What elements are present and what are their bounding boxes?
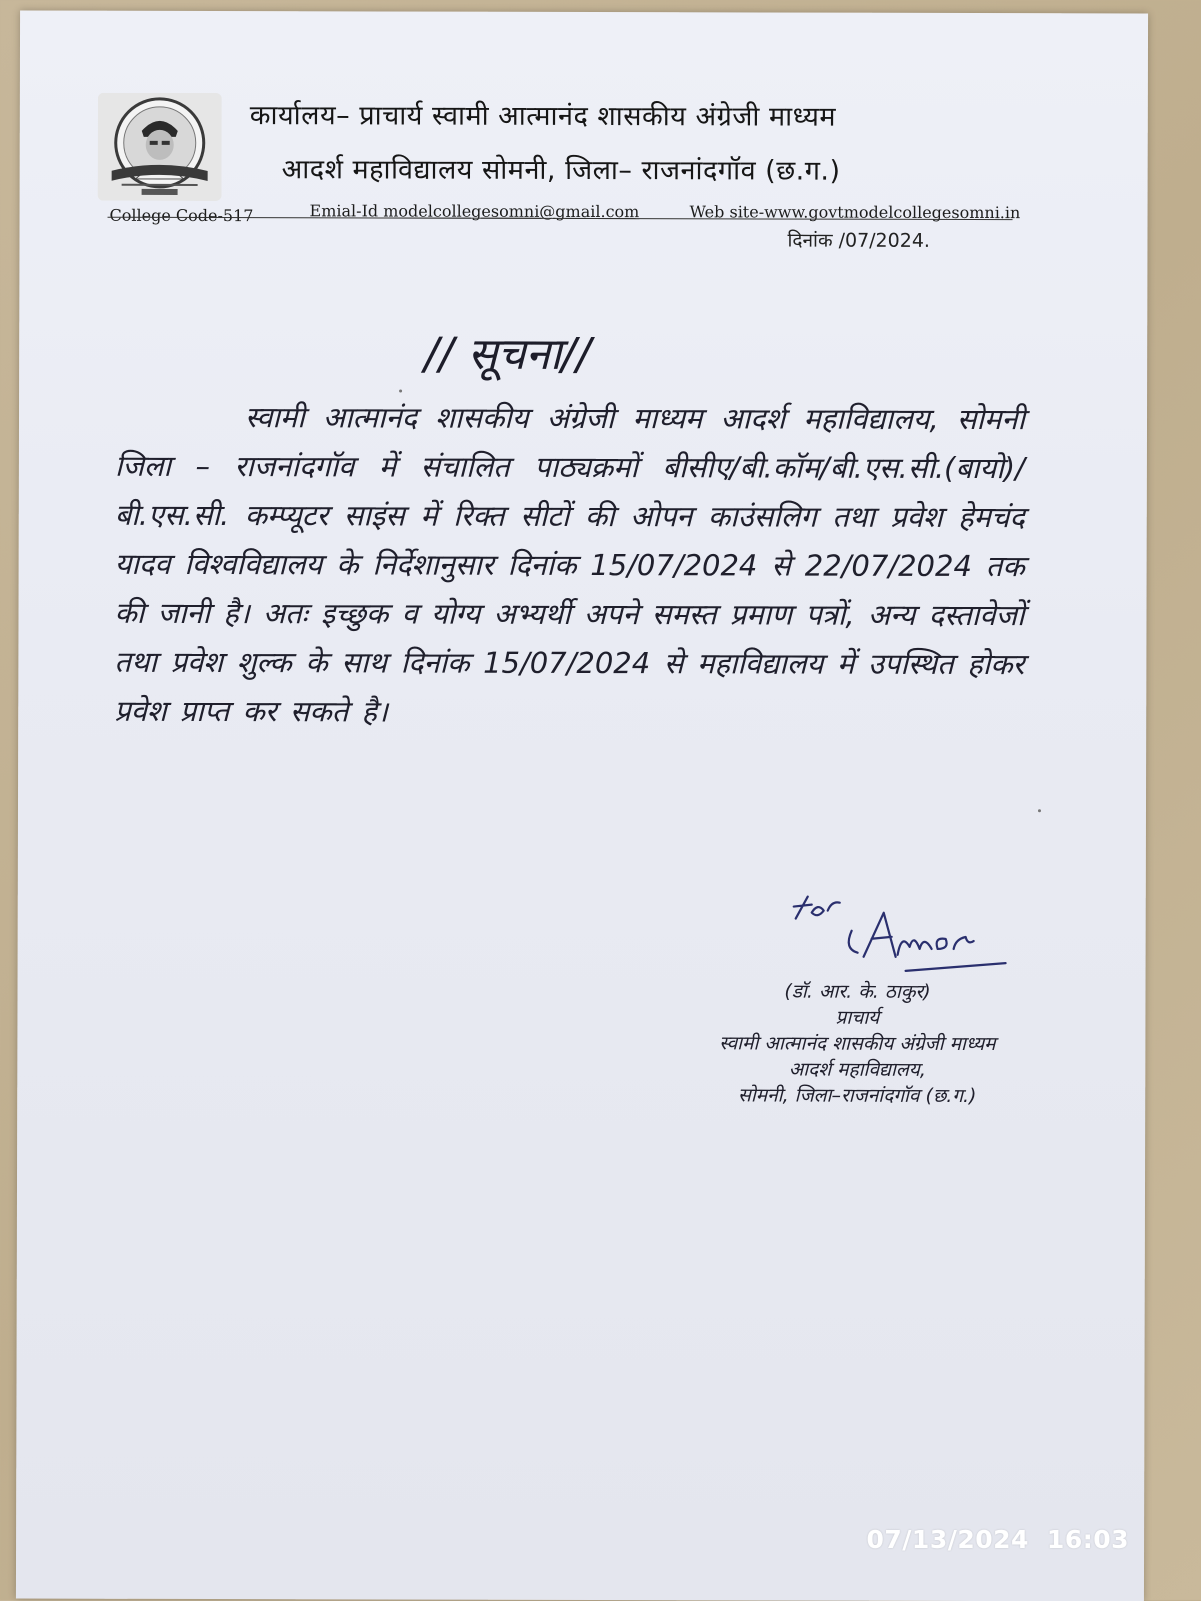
paper-speck — [1038, 809, 1041, 812]
college-code: College Code-517 — [109, 205, 254, 226]
photo-timestamp — [867, 1525, 1130, 1554]
email-label: Emial-Id — [309, 201, 379, 221]
signatory-institution-line3: सोमनी, जिला–राजनांदगॉव (छ.ग.) — [737, 1084, 977, 1108]
signatory-institution-line2: आदर्श महाविद्यालय, — [788, 1058, 926, 1081]
signatory-institution-line1: स्वामी आत्मानंद शासकीय अंग्रेजी माध्यम — [719, 1032, 996, 1056]
office-heading-line2: आदर्श महाविद्यालय सोमनी, जिला– राजनांदगॉव (छ.ग.) — [281, 154, 841, 187]
timestamp-time: 16:03 — [1046, 1525, 1129, 1554]
signatory-designation: प्राचार्य — [835, 1006, 880, 1029]
paper-speck — [399, 390, 402, 393]
college-emblem-icon — [98, 93, 222, 201]
website-line: Web site-www.govtmodelcollegesomni.in — [689, 202, 1021, 223]
notice-title: // सूचना// — [424, 328, 592, 381]
office-heading-line1: कार्यालय– प्राचार्य स्वामी आत्मानंद शासकीय अंग्रेजी माध्यम — [249, 100, 837, 133]
notice-paper — [16, 11, 1148, 1601]
notice-date: दिनांक /07/2024. — [787, 229, 930, 252]
handwritten-signature — [788, 883, 1008, 980]
email-address: modelcollegesomni@gmail.com — [383, 201, 640, 222]
signatory-name: (डॉ. आर. के. ठाकुर) — [784, 980, 931, 1003]
notice-body: स्वामी आत्मानंद शासकीय अंग्रेजी माध्यम आदर्श महाविद्यालय, सोमनी जिला – राजनांदगॉव में संचालित पाठ्यक्रमों बीसीए/बी.कॉम/बी.एस.सी.(बायो)/बी.एस.सी. कम्प्यूटर साइंस में रिक्त सीटों की ओपन काउंसलिग तथा प्रवेश हेमचंद यादव विश्वविद्यालय के निर्देशानुसार दिनांक 15/07/2024 से 22/07/2024 तक की जानी है। अतः इच्छुक व योग्य अभ्यर्थी अपने समस्त प्रमाण पत्रों, अन्य दस्तावेजों तथा प्रवेश शुल्क के साथ दिनांक 15/07/2024 से महाविद्यालय में उपस्थित होकर प्रवेश प्राप्त कर सकते है। — [114, 400, 1026, 729]
college-logo — [98, 93, 222, 201]
signatory-block — [657, 978, 1057, 1109]
timestamp-date: 07/13/2024 — [866, 1525, 1029, 1554]
